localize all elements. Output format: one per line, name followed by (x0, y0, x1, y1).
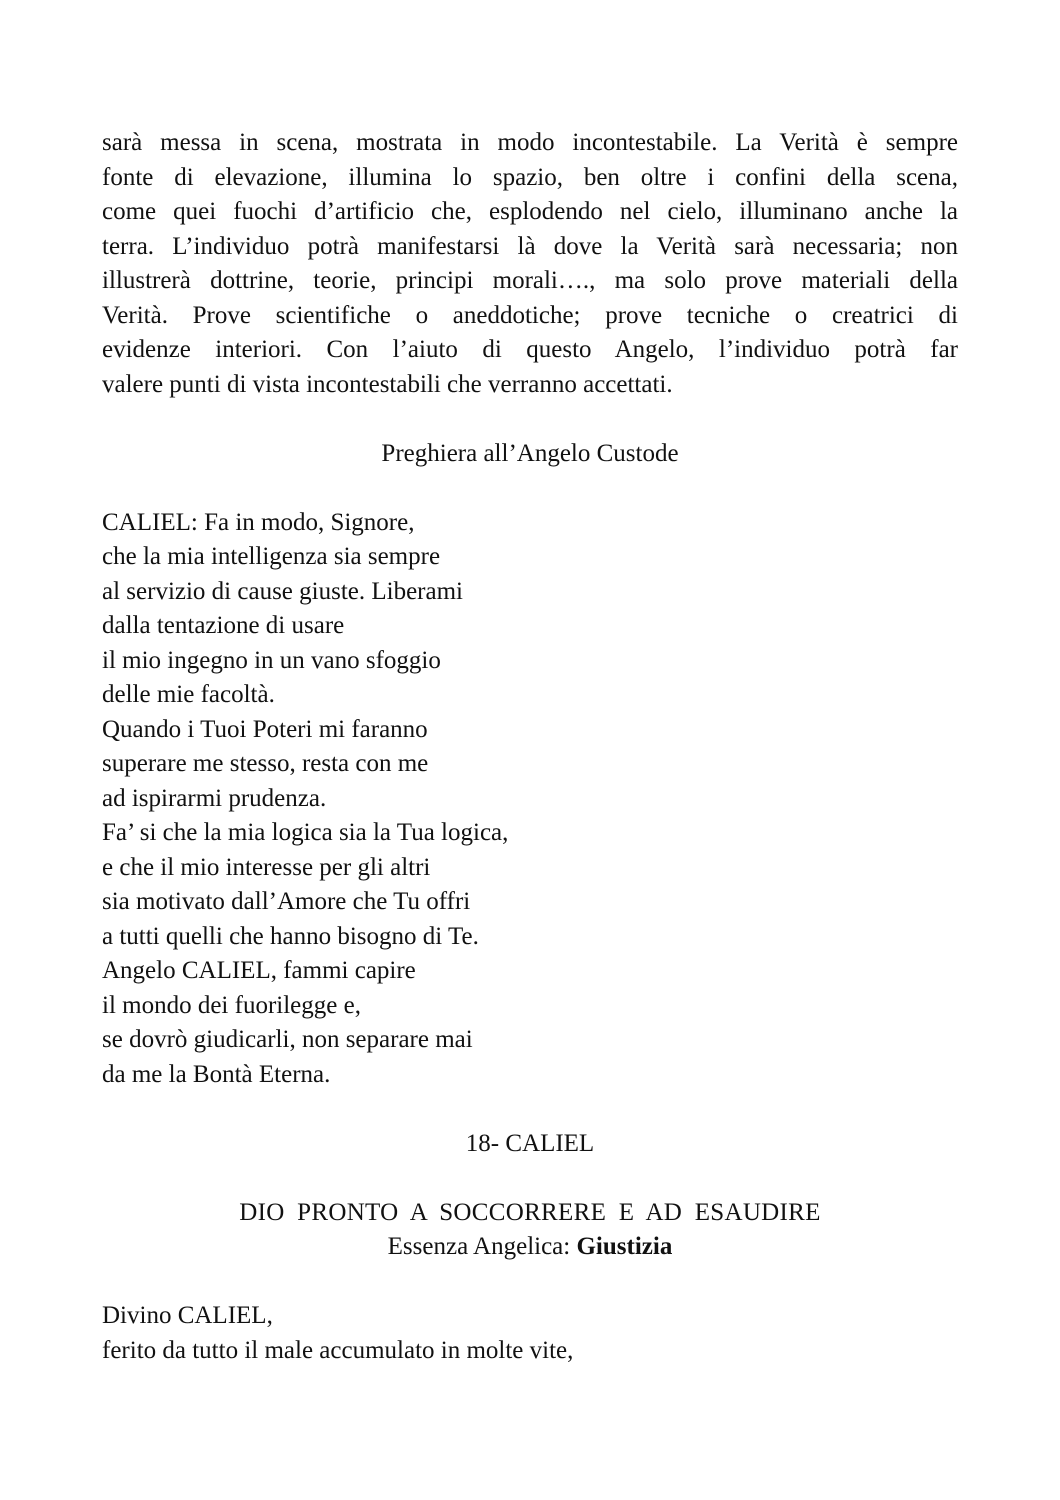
prayer-line: a tutti quelli che hanno bisogno di Te. (102, 922, 479, 950)
intro-paragraph (102, 126, 958, 402)
section-subtitle: DIO PRONTO A SOCCORRERE E AD ESAUDIRE (239, 1198, 821, 1226)
invocation-line: ferito da tutto il male accumulato in molte vite, (102, 1336, 574, 1364)
prayer-line: il mio ingegno in un vano sfoggio (102, 646, 441, 674)
paragraph-line: come quei fuochi d’artificio che, esplodendo nel cielo, illuminano anche la (102, 198, 958, 225)
prayer-line: se dovrò giudicarli, non separare mai (102, 1026, 473, 1053)
prayer-line: che la mia intelligenza sia sempre (102, 543, 441, 570)
prayer-line: Quando i Tuoi Poteri mi faranno (102, 715, 428, 743)
paragraph-line: fonte di elevazione, illumina lo spazio, ben oltre i confini della scena, (102, 163, 958, 191)
essence-value: Giustizia (576, 1233, 673, 1260)
invocation-line: Divino CALIEL, (102, 1302, 273, 1329)
prayer-text (102, 506, 958, 1093)
prayer-heading: Preghiera all’Angelo Custode (381, 439, 679, 467)
paragraph-line: valere punti di vista incontestabili che verranno accettati. (102, 370, 673, 398)
prayer-line: da me la Bontà Eterna. (102, 1060, 331, 1088)
prayer-line: al servizio di cause giuste. Liberami (102, 577, 463, 605)
prayer-line: e che il mio interesse per gli altri (102, 853, 431, 881)
document-page (102, 126, 958, 1368)
invocation-text (102, 1299, 958, 1368)
paragraph-line: terra. L’individuo potrà manifestarsi là dove la Verità sarà necessaria; non (102, 232, 958, 260)
prayer-line: Fa’ si che la mia logica sia la Tua logica, (102, 819, 509, 846)
section-number-title: 18- CALIEL (465, 1129, 595, 1157)
paragraph-line: sarà messa in scena, mostrata in modo incontestabile. La Verità è sempre (102, 129, 958, 156)
prayer-line: ad ispirarmi prudenza. (102, 784, 327, 812)
prayer-line: Angelo CALIEL, fammi capire (102, 957, 416, 984)
prayer-line: sia motivato dall’Amore che Tu offri (102, 888, 471, 915)
paragraph-line: Verità. Prove scientifiche o aneddotiche; prove tecniche o creatrici di (102, 301, 958, 329)
angelic-essence (102, 1230, 958, 1265)
prayer-line: delle mie facoltà. (102, 681, 275, 708)
prayer-line: dalla tentazione di usare (102, 612, 345, 639)
prayer-line: CALIEL: Fa in modo, Signore, (102, 508, 415, 536)
prayer-line: superare me stesso, resta con me (102, 750, 429, 777)
paragraph-line: illustrerà dottrine, teorie, principi morali…., ma solo prove materiali della (102, 267, 958, 294)
paragraph-line: evidenze interiori. Con l’aiuto di questo Angelo, l’individuo potrà far (102, 336, 958, 363)
essence-label: Essenza Angelica: (387, 1233, 577, 1260)
prayer-line: il mondo dei fuorilegge e, (102, 991, 361, 1019)
